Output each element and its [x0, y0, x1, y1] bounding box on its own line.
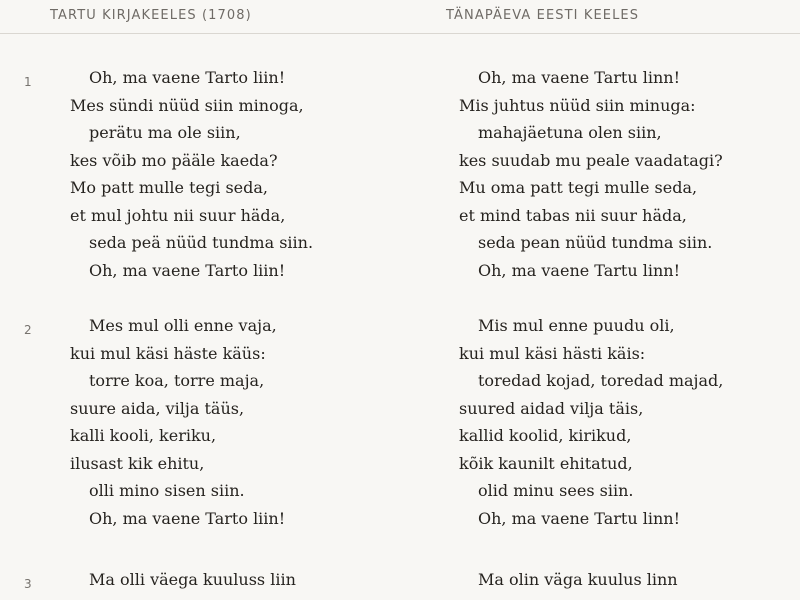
stanza-number: 3	[24, 577, 32, 591]
verse-line: Mis mul enne puudu oli,	[478, 316, 675, 335]
verse-line: Oh, ma vaene Tartu linn!	[478, 508, 681, 528]
verse-line: kõik kaunilt ehitatud,	[459, 453, 633, 473]
verse-line: Mu oma patt tegi mulle seda,	[459, 178, 698, 197]
original-column-title: TARTU KIRJAKEELES (1708)	[50, 8, 252, 23]
verse-line: kui mul käsi häste käüs:	[70, 343, 266, 363]
verse-line: suure aida, vilja täüs,	[70, 398, 245, 418]
verse-line: Ma olin väga kuulus linn	[478, 570, 678, 589]
verse-line: Oh, ma vaene Tarto liin!	[89, 68, 286, 87]
verse-line: kui mul käsi hästi käis:	[459, 343, 646, 363]
verse-line: kes võib mo pääle kaeda?	[70, 150, 278, 170]
column-header-bar	[0, 0, 800, 34]
verse-line: Oh, ma vaene Tartu linn!	[478, 68, 681, 87]
verse-line: suured aidad vilja täis,	[459, 398, 644, 418]
verse-line: kalli kooli, keriku,	[70, 426, 217, 445]
modern-column-title: TÄNAPÄEVA EESTI KEELES	[446, 8, 640, 23]
verse-line: olid minu sees siin.	[478, 481, 634, 500]
verse-line: Oh, ma vaene Tartu linn!	[478, 260, 681, 280]
stanza-number: 2	[24, 323, 32, 337]
verse-line: et mind tabas nii suur häda,	[459, 205, 687, 225]
verse-line: seda peä nüüd tundma siin.	[89, 233, 314, 252]
verse-line: Oh, ma vaene Tarto liin!	[89, 260, 286, 280]
verse-line: Mes sündi nüüd siin minoga,	[70, 95, 304, 115]
verse-line: Ma olli väega kuuluss liin	[89, 570, 296, 589]
verse-line: seda pean nüüd tundma siin.	[478, 233, 713, 252]
verse-line: kes suudab mu peale vaadatagi?	[459, 150, 723, 170]
verse-line: et mul johtu nii suur häda,	[70, 205, 286, 225]
verse-line: kallid koolid, kirikud,	[459, 426, 632, 445]
verse-line: Mo patt mulle tegi seda,	[70, 178, 268, 197]
verse-line: Mes mul olli enne vaja,	[89, 316, 277, 335]
verse-line: Oh, ma vaene Tarto liin!	[89, 508, 286, 528]
verse-line: olli mino sisen siin.	[89, 481, 245, 500]
verse-line: toredad kojad, toredad majad,	[478, 371, 724, 390]
verse-line: torre koa, torre maja,	[89, 371, 265, 390]
verse-line: mahajäetuna olen siin,	[478, 123, 662, 142]
stanza-number: 1	[24, 75, 32, 89]
verse-line: ilusast kik ehitu,	[70, 453, 205, 473]
verse-line: Mis juhtus nüüd siin minuga:	[459, 95, 696, 115]
verse-line: perätu ma ole siin,	[89, 123, 241, 142]
